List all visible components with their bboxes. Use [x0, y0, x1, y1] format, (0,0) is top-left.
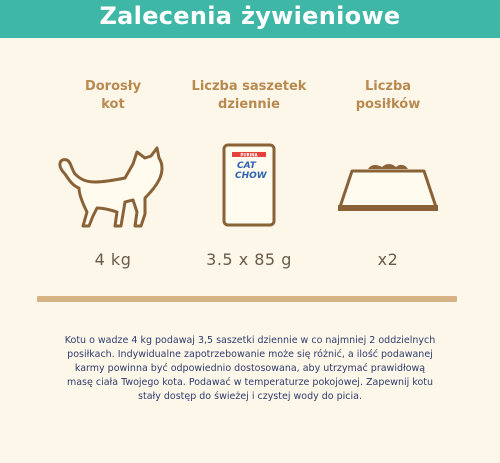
sachets-label: Liczba saszetek dziennie	[191, 79, 307, 112]
section-divider	[37, 296, 457, 302]
sachet-brand-top: PURINA	[240, 152, 258, 158]
cat-icon	[48, 140, 178, 230]
meals-value: x2	[377, 250, 399, 269]
food-bowl-icon	[323, 140, 453, 230]
food-sachet-icon	[184, 140, 314, 230]
sachets-value: 3.5 x 85 g	[206, 250, 292, 269]
sachets-column	[184, 78, 314, 269]
header-banner	[0, 0, 500, 38]
adult-cat-column	[48, 78, 178, 269]
svg-text:CAT: CAT	[237, 161, 256, 171]
adult-cat-label: Dorosły kot	[84, 79, 142, 112]
meals-label: Liczba posiłków	[355, 79, 421, 112]
svg-text:CHOW: CHOW	[235, 171, 267, 181]
cat-weight-value: 4 kg	[94, 250, 132, 269]
page-title: Zalecenia żywieniowe	[99, 2, 401, 30]
meals-column	[323, 78, 453, 269]
feeding-description: Kotu o wadze 4 kg podawaj 3,5 saszetki dziennie w co najmniej 2 oddzielnych posiłkach. Indywidualne zapotrzebowanie może się różnić, a ilość podawanej karmy powinna być odpowiednio dostosowana, aby utrzymać prawidłową masę ciała Twojego kota. Podawać w temperaturze pokojowej. Zapewnij kotu stały dostęp do świeżej i czystej wody do picia.	[64, 335, 436, 402]
